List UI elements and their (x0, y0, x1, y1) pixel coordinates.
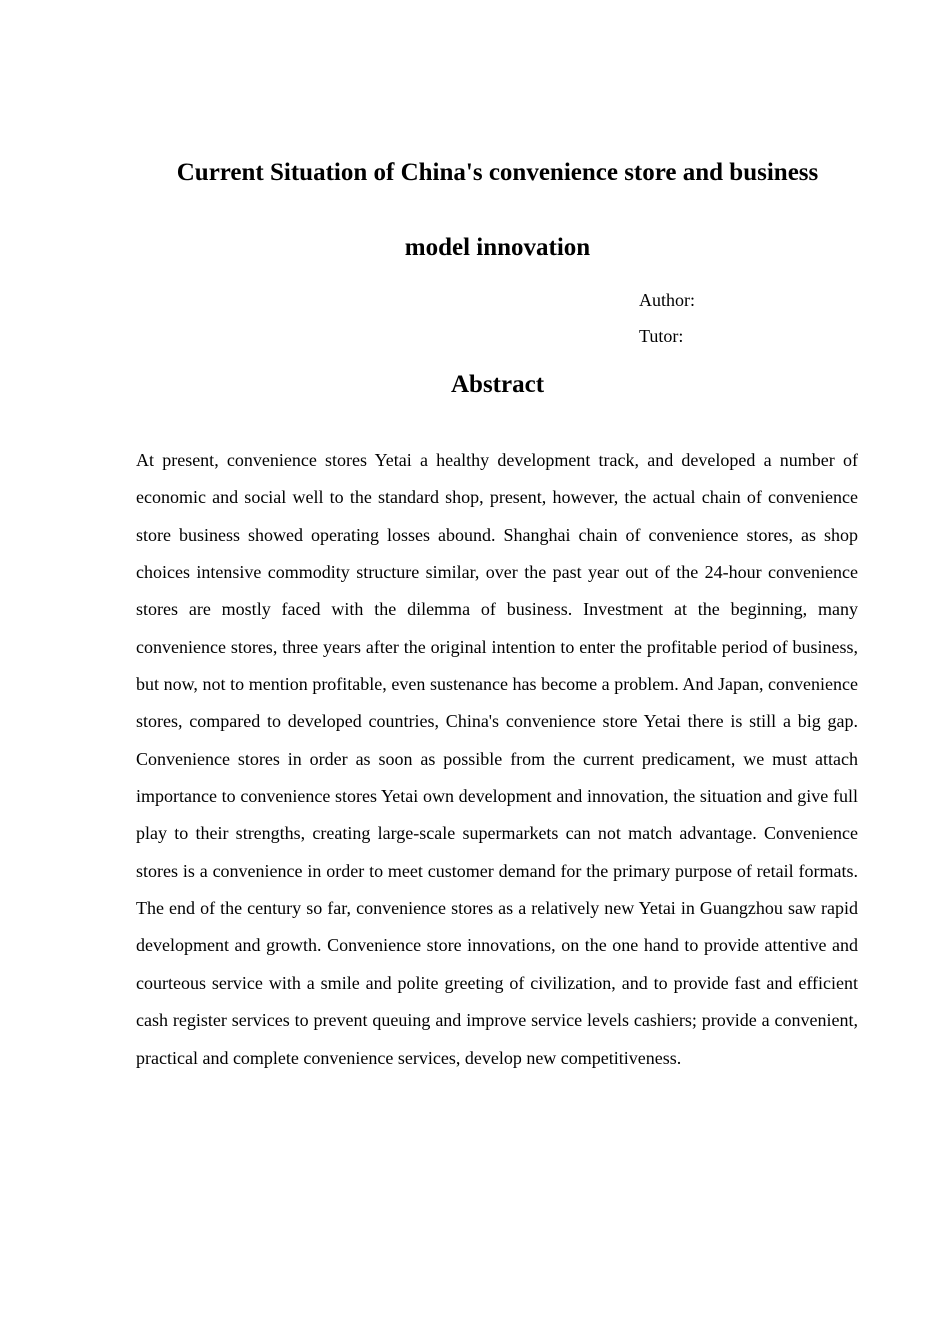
document-title-line-2: model innovation (404, 234, 591, 261)
document-title-line-1: Current Situation of China's convenience store and business (176, 159, 819, 186)
tutor-label: Tutor: (639, 326, 684, 346)
author-label: Author: (639, 290, 695, 310)
abstract-heading: Abstract (450, 371, 545, 398)
abstract-body: At present, convenience stores Yetai a healthy development track, and developed a number of economic and social well to the standard shop, present, however, the actual chain of convenience store business showed operating losses abound. Shanghai chain of convenience stores, as shop choices intensive commodity structure similar, over the past year out of the 24-hour convenience stores are mostly faced with the dilemma of business. Investment at the beginning, many convenience stores, three years after the original intention to enter the profitable period of business, but now, not to mention profitable, even sustenance has become a problem. And Japan, convenience stores, compared to developed countries, China's convenience store Yetai there is still a big gap. Convenience stores in order as soon as possible from the current predicament, we must attach importance to convenience stores Yetai own development and innovation, the situation and give full play to their strengths, creating large-scale supermarkets can not match advantage. Convenience stores is a convenience in order to meet customer demand for the primary purpose of retail formats. The end of the century so far, convenience stores as a relatively new Yetai in Guangzhou saw rapid development and growth. Convenience store innovations, on the one hand to provide attentive and courteous service with a smile and polite greeting of civilization, and to provide fast and efficient cash register services to prevent queuing and improve service levels cashiers; provide a convenient, practical and complete convenience services, develop new competitiveness. (136, 450, 858, 1068)
